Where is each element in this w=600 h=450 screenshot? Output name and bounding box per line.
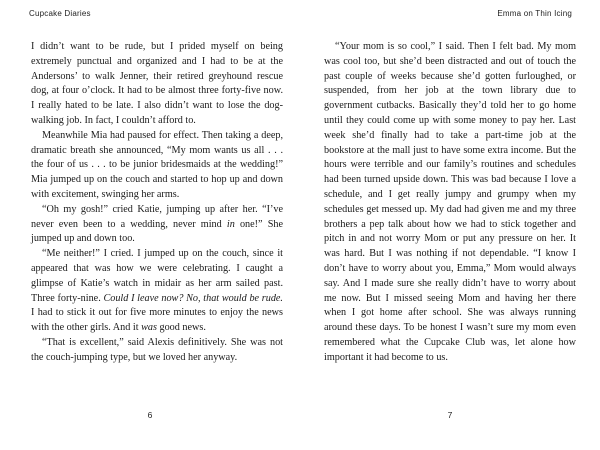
paragraph: “Me neither!” I cried. I jumped up on the couch, since it appeared that was how we were celebrating. I caught a glimpse of Katie’s watch in midair as her arm sailed past. Three forty-nine. Could I leave now? No, that would be rude. I had to stick it out for five more minutes to enjoy the news with the other girls. And it was good news. (31, 248, 283, 334)
right-page (300, 0, 600, 450)
paragraph: “That is excellent,” said Alexis definitively. She was not the couch-jumping type, but we loved her anyway. (31, 336, 283, 363)
paragraph: “Your mom is so cool,” I said. Then I felt bad. My mom was cool too, but she’d been distracted and out of touch the past couple of weeks because she’d gotten furloughed, or suspended, from her job at the town library due to government cutbacks. Basically they’d told her to go home until they could come up with some money to pay her. Last week she’d finally had to take a part-time job at the bookstore at the mall just to have some extra income. But the hours were terrible and our family’s routines and schedules had been turned upside down. This was bad because I love a schedule, and I get really jumpy and grumpy when my schedules get messed up. My dad had given me and my three brothers a pep talk about how we had to stick together and pitch in and not worry Mom or put any pressure on her. It was hard. But I was nothing if not dependable. “I know I don’t have to worry about you, Emma,” Mom would always say. And I made sure she really didn’t have to worry about me now. But I missed seeing Mom and having her there when I got home after school. She was always running around these days. To be honest I wasn’t sure my mom even remembered what the Cupcake Club was, let alone how important it had become to us. (324, 41, 576, 363)
paragraph: “Oh my gosh!” cried Katie, jumping up after her. “I’ve never even been to a wedding, never mind in one!” She jumped up and down too. (31, 203, 284, 245)
left-page-body (31, 40, 283, 366)
page-number: 6 (147, 410, 153, 420)
paragraph: Meanwhile Mia had paused for effect. Then taking a deep, dramatic breath she announced, “My mom wants us all . . . the four of us . . . to be junior bridesmaids at the wedding!” Mia jumped up on the couch and started to hop up and down with excitement, swinging her arms. (31, 129, 283, 200)
running-head-chapter-title: Emma on Thin Icing (497, 9, 572, 18)
paragraph: I didn’t want to be rude, but I prided myself on being extremely punctual and organized and I had to be at the Andersons’ to walk Jenner, their retired greyhound rescue dog, at four o’clock. It had to be almost three forty-five now. I really hated to be late. I also didn’t want to lose the dog-walking job. In fact, I couldn’t afford to. (31, 41, 283, 126)
page-number: 7 (447, 410, 453, 420)
right-page-body (324, 40, 576, 366)
running-head-book-title: Cupcake Diaries (29, 9, 91, 18)
